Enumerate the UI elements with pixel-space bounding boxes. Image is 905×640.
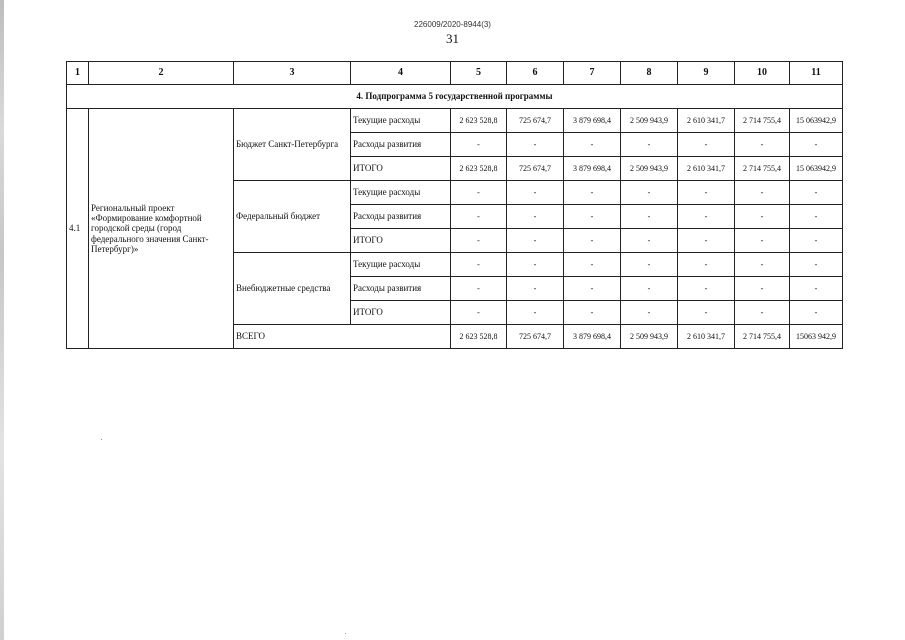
document-id: 226009/2020-8944(3)	[414, 20, 491, 29]
value-cell: -	[678, 229, 735, 253]
value-cell: -	[621, 301, 678, 325]
value-cell: -	[564, 181, 621, 205]
value-cell: -	[451, 205, 507, 229]
funding-source: Внебюджетные средства	[234, 253, 351, 325]
scan-speck	[345, 633, 346, 634]
total-label: ВСЕГО	[234, 325, 451, 349]
value-cell: 15 063942,9	[790, 157, 843, 181]
total-value-cell: 15063 942,9	[790, 325, 843, 349]
column-number: 11	[790, 62, 843, 85]
value-cell: 2 714 755,4	[735, 157, 790, 181]
expense-type: ИТОГО	[351, 301, 451, 325]
value-cell: 3 879 698,4	[564, 157, 621, 181]
row-number: 4.1	[67, 109, 89, 349]
value-cell: -	[507, 133, 564, 157]
expense-type: Текущие расходы	[351, 109, 451, 133]
value-cell: -	[621, 181, 678, 205]
value-cell: 2 623 528,8	[451, 109, 507, 133]
expense-type: ИТОГО	[351, 229, 451, 253]
value-cell: -	[451, 277, 507, 301]
value-cell: 2 509 943,9	[621, 157, 678, 181]
total-value-cell: 2 714 755,4	[735, 325, 790, 349]
column-number: 6	[507, 62, 564, 85]
value-cell: -	[678, 277, 735, 301]
value-cell: -	[621, 229, 678, 253]
value-cell: -	[564, 301, 621, 325]
value-cell: -	[735, 205, 790, 229]
value-cell: 725 674,7	[507, 157, 564, 181]
value-cell: -	[790, 205, 843, 229]
value-cell: 15 063942,9	[790, 109, 843, 133]
value-cell: -	[564, 229, 621, 253]
value-cell: -	[507, 253, 564, 277]
budget-table	[66, 61, 843, 349]
column-numbers-row	[67, 62, 843, 85]
value-cell: -	[507, 277, 564, 301]
expense-type: Расходы развития	[351, 205, 451, 229]
value-cell: -	[451, 133, 507, 157]
value-cell: -	[451, 229, 507, 253]
table-row	[67, 109, 843, 133]
value-cell: 2 509 943,9	[621, 109, 678, 133]
section-title-row	[67, 85, 843, 109]
value-cell: 2 610 341,7	[678, 109, 735, 133]
expense-type: Текущие расходы	[351, 253, 451, 277]
value-cell: -	[678, 253, 735, 277]
column-number: 10	[735, 62, 790, 85]
value-cell: 725 674,7	[507, 109, 564, 133]
column-number: 4	[351, 62, 451, 85]
expense-type: Расходы развития	[351, 133, 451, 157]
value-cell: -	[735, 181, 790, 205]
value-cell: -	[735, 253, 790, 277]
value-cell: -	[564, 253, 621, 277]
column-number: 9	[678, 62, 735, 85]
value-cell: -	[451, 181, 507, 205]
total-value-cell: 3 879 698,4	[564, 325, 621, 349]
value-cell: -	[790, 277, 843, 301]
value-cell: -	[790, 301, 843, 325]
value-cell: -	[790, 133, 843, 157]
value-cell: 2 623 528,8	[451, 157, 507, 181]
value-cell: -	[790, 181, 843, 205]
column-number: 7	[564, 62, 621, 85]
value-cell: -	[621, 277, 678, 301]
value-cell: -	[564, 205, 621, 229]
value-cell: -	[507, 181, 564, 205]
value-cell: -	[621, 205, 678, 229]
value-cell: -	[621, 133, 678, 157]
value-cell: -	[735, 133, 790, 157]
value-cell: 2 610 341,7	[678, 157, 735, 181]
total-value-cell: 2 623 528,8	[451, 325, 507, 349]
value-cell: -	[451, 253, 507, 277]
scan-edge	[0, 0, 4, 640]
value-cell: -	[678, 301, 735, 325]
value-cell: -	[507, 229, 564, 253]
value-cell: -	[678, 205, 735, 229]
funding-source: Бюджет Санкт-Петербурга	[234, 109, 351, 181]
page-number: 31	[446, 31, 459, 46]
section-title: 4. Подпрограмма 5 государственной программы	[67, 85, 843, 109]
value-cell: -	[621, 253, 678, 277]
project-name: Региональный проект «Формирование комфортной городской среды (город федерального значения Санкт-Петербург)»	[89, 109, 234, 349]
column-number: 8	[621, 62, 678, 85]
total-value-cell: 2 509 943,9	[621, 325, 678, 349]
value-cell: -	[735, 301, 790, 325]
value-cell: -	[564, 277, 621, 301]
funding-source: Федеральный бюджет	[234, 181, 351, 253]
column-number: 5	[451, 62, 507, 85]
value-cell: -	[678, 181, 735, 205]
value-cell: -	[507, 301, 564, 325]
scan-speck	[101, 439, 102, 440]
column-number: 3	[234, 62, 351, 85]
value-cell: -	[507, 205, 564, 229]
value-cell: -	[564, 133, 621, 157]
value-cell: -	[451, 301, 507, 325]
value-cell: 3 879 698,4	[564, 109, 621, 133]
value-cell: -	[790, 229, 843, 253]
expense-type: Расходы развития	[351, 277, 451, 301]
total-value-cell: 725 674,7	[507, 325, 564, 349]
value-cell: -	[735, 277, 790, 301]
expense-type: ИТОГО	[351, 157, 451, 181]
value-cell: -	[790, 253, 843, 277]
value-cell: -	[678, 133, 735, 157]
total-value-cell: 2 610 341,7	[678, 325, 735, 349]
column-number: 1	[67, 62, 89, 85]
value-cell: -	[735, 229, 790, 253]
value-cell: 2 714 755,4	[735, 109, 790, 133]
expense-type: Текущие расходы	[351, 181, 451, 205]
column-number: 2	[89, 62, 234, 85]
